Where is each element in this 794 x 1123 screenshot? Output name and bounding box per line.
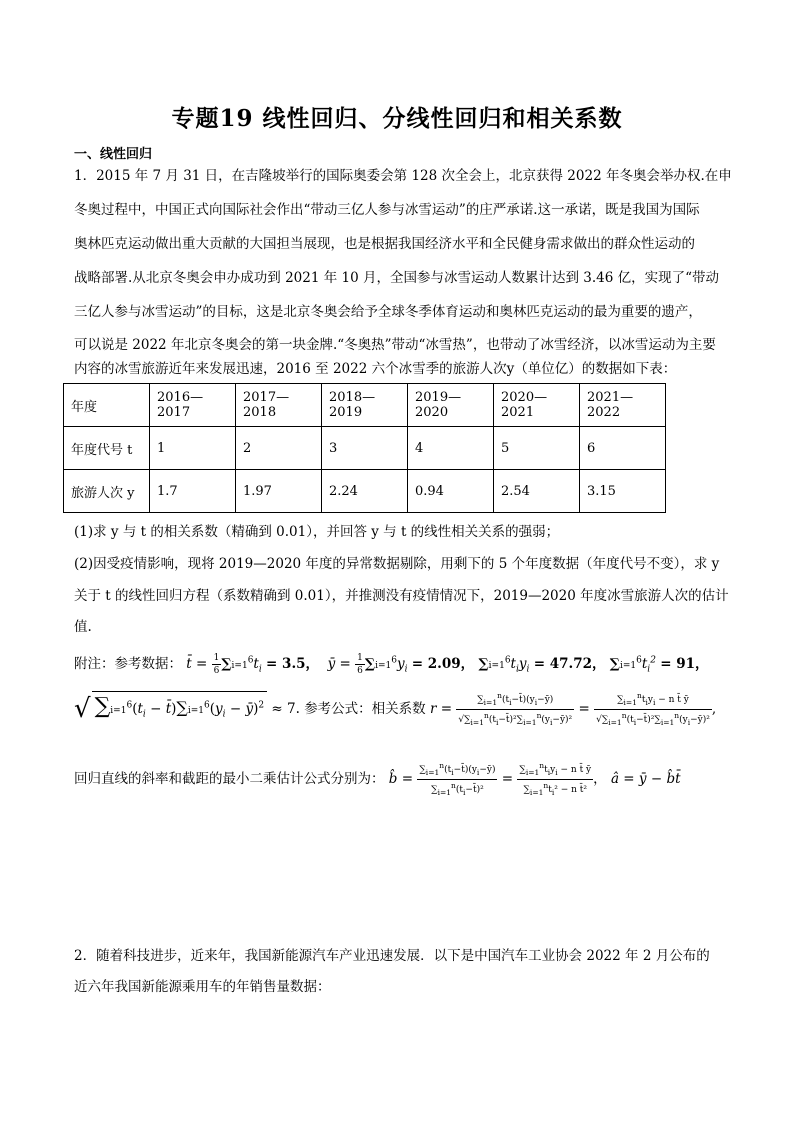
ls-label: 回归直线的斜率和截距的最小二乘估计公式分别为： <box>74 770 385 787</box>
slope-formula-1: $\frac{\sum_{i=1}^n(t_i-t̄)(y_i-ȳ)}{\sum_{i=1}^n(t_i-t̄)^2}$ <box>419 761 496 797</box>
y-mean-symbol: ȳ = <box>323 656 356 672</box>
table-cell: 2019—2020 <box>408 384 494 427</box>
table-cell: 年度代号 t <box>64 427 150 470</box>
table-cell: 2.24 <box>322 470 408 513</box>
sum-t2-value: = 91， <box>660 656 709 672</box>
table-cell: 1.97 <box>236 470 322 513</box>
tourism-data-table <box>63 383 666 513</box>
question-2-line-1: (2)因受疫情影响，现将 2019—2020 年度的异常数据剔除，用剩下的 5 个年度数据（年度代号不变），求 y <box>74 556 720 572</box>
sqrt-icon: √ <box>74 693 91 724</box>
correlation-formula-1: $\frac{\sum_{i=1}^n(t_i-t̄)(y_i-ȳ)}{√\sum_{i=1}^n(t_i-t̄)^2\sum_{i=1}^n(y_i-ȳ)^2}$ <box>458 691 573 727</box>
section-heading: 一、线性回归 <box>74 147 153 162</box>
p2-line-1: 2．随着科技进步，近来年，我国新能源汽车产业迅速发展．以下是中国汽车工业协会 2022 年 2 月公布的 <box>74 948 710 964</box>
table-row <box>64 470 666 513</box>
table-cell: 0.94 <box>408 470 494 513</box>
p1-line-6: 可以说是 2022 年北京冬奥会的第一块金牌.“冬奥热”带动“冰雪热”，也带动了冰雪经济，以冰雪运动为主要 <box>74 337 716 353</box>
table-cell: 5 <box>494 427 580 470</box>
table-cell: 1 <box>150 427 236 470</box>
table-cell: 2018—2019 <box>322 384 408 427</box>
p1-line-3: 奥林匹克运动做出重大贡献的大国担当展现，也是根据我国经济水平和全民健身需求做出的群众性运动的 <box>74 236 695 252</box>
table-row <box>64 384 666 427</box>
question-2-line-3: 值. <box>74 619 92 635</box>
table-cell: 4 <box>408 427 494 470</box>
table-cell: 2 <box>236 427 322 470</box>
table-cell: 3 <box>322 427 408 470</box>
t-mean-value: = 3.5， <box>266 656 320 672</box>
note-label: 附注：参考数据： <box>74 656 182 672</box>
p1-line-5: 三亿人参与冰雪运动”的目标，这是北京冬奥会给予全球冬季体育运动和奥林匹克运动的最为重要的遗产， <box>74 304 702 320</box>
sqrt-approx-value: ≈ 7. <box>271 700 300 717</box>
formula-line: √ $\sum i=1^6(t_i$ − $t̄)\sum i=1^6(y_i$ − ȳ)$^2$ ≈ 7. 参考公式：相关系数 r = $\frac{\sum_{i=1}^n(t_i-t̄)(y_i-ȳ)}{√\sum_{i=1}^n(t_i-t̄)^2\sum_{i=1}^n(y_i-ȳ)^2}$ = $\frac{\sum_{i=1}^nt_iy_i - n t̄ ȳ}{√\sum_{i=1}^n(t_i-t̄)^2\sum_{i=1}^n(y_i-ȳ)^2}$ , <box>74 691 717 727</box>
p1-line-4: 战略部署.从北京冬奥会申办成功到 2021 年 10 月，全国参与冰雪运动人数累计达到 3.46 亿，实现了“带动 <box>74 270 720 286</box>
reference-data-line: 附注：参考数据： t̄ = $\frac{1}{6}$ $\sum i=1^6t_i = 3.5$， ȳ = $\frac{1}{6}$ $\sum i=1^6y_i = 2.09$， $\sum i=1^6t_iy_i = 47.72$， $\sum i=1^6t_i^2 = 91$， <box>74 653 709 676</box>
table-cell: 6 <box>580 427 666 470</box>
least-squares-line: 回归直线的斜率和截距的最小二乘估计公式分别为： b̂ = $\frac{\sum_{i=1}^n(t_i-t̄)(y_i-ȳ)}{\sum_{i=1}^n(t_i-t̄)^2}$ = $\frac{\sum_{i=1}^nt_iy_i - n t̄ ȳ}{\sum_{i=1}^nt_i^2 - n t̄^2}$ ， â = ȳ − b̂t̄ <box>74 761 681 797</box>
table-cell: 2020—2021 <box>494 384 580 427</box>
p1-line-1: 1．2015 年 7 月 31 日，在吉隆坡举行的国际奥委会第 128 次全会上，北京获得 2022 年冬奥会举办权.在申 <box>74 168 732 184</box>
y-mean-value: = 2.09， <box>411 656 475 672</box>
table-cell: 年度 <box>64 384 150 427</box>
table-cell: 2021—2022 <box>580 384 666 427</box>
question-2-line-2: 关于 t 的线性回归方程（系数精确到 0.01），并推测没有疫情情况下，2019—2020 年度冰雪旅游人次的估计 <box>74 588 729 604</box>
slope-formula-2: $\frac{\sum_{i=1}^nt_iy_i - n t̄ ȳ}{\sum_{i=1}^nt_i^2 - n t̄^2}$ <box>519 761 592 797</box>
page-title: 专题19 线性回归、分线性回归和相关系数 <box>171 105 623 132</box>
t-mean-symbol: t̄ = <box>186 656 212 672</box>
one-sixth: $\frac{1}{6}$ <box>213 653 220 676</box>
sum-ty-value: = 47.72， <box>533 656 606 672</box>
p1-line-2: 冬奥过程中，中国正式向国际社会作出“带动三亿人参与冰雪运动”的庄严承诺.这一承诺，既是我国为国际 <box>74 202 700 218</box>
correlation-formula-2: $\frac{\sum_{i=1}^nt_iy_i - n t̄ ȳ}{√\sum_{i=1}^n(t_i-t̄)^2\sum_{i=1}^n(y_i-ȳ)^2}$ <box>596 691 710 727</box>
table-cell: 2.54 <box>494 470 580 513</box>
p1-line-7: 内容的冰雪旅游近年来发展迅速，2016 至 2022 六个冰雪季的旅游人次y（单位亿）的数据如下表： <box>74 361 677 377</box>
table-row <box>64 427 666 470</box>
table-cell: 2017—2018 <box>236 384 322 427</box>
one-sixth: $\frac{1}{6}$ <box>357 653 363 676</box>
table-cell: 1.7 <box>150 470 236 513</box>
p2-line-2: 近六年我国新能源乘用车的年销售量数据： <box>74 979 331 995</box>
table-cell: 2016—2017 <box>150 384 236 427</box>
table-cell: 3.15 <box>580 470 666 513</box>
table-cell: 旅游人次 y <box>64 470 150 513</box>
formula-label: 参考公式：相关系数 <box>304 700 426 717</box>
question-1: (1)求 y 与 t 的相关系数（精确到 0.01），并回答 y 与 t 的线性相关关系的强弱； <box>74 524 560 540</box>
